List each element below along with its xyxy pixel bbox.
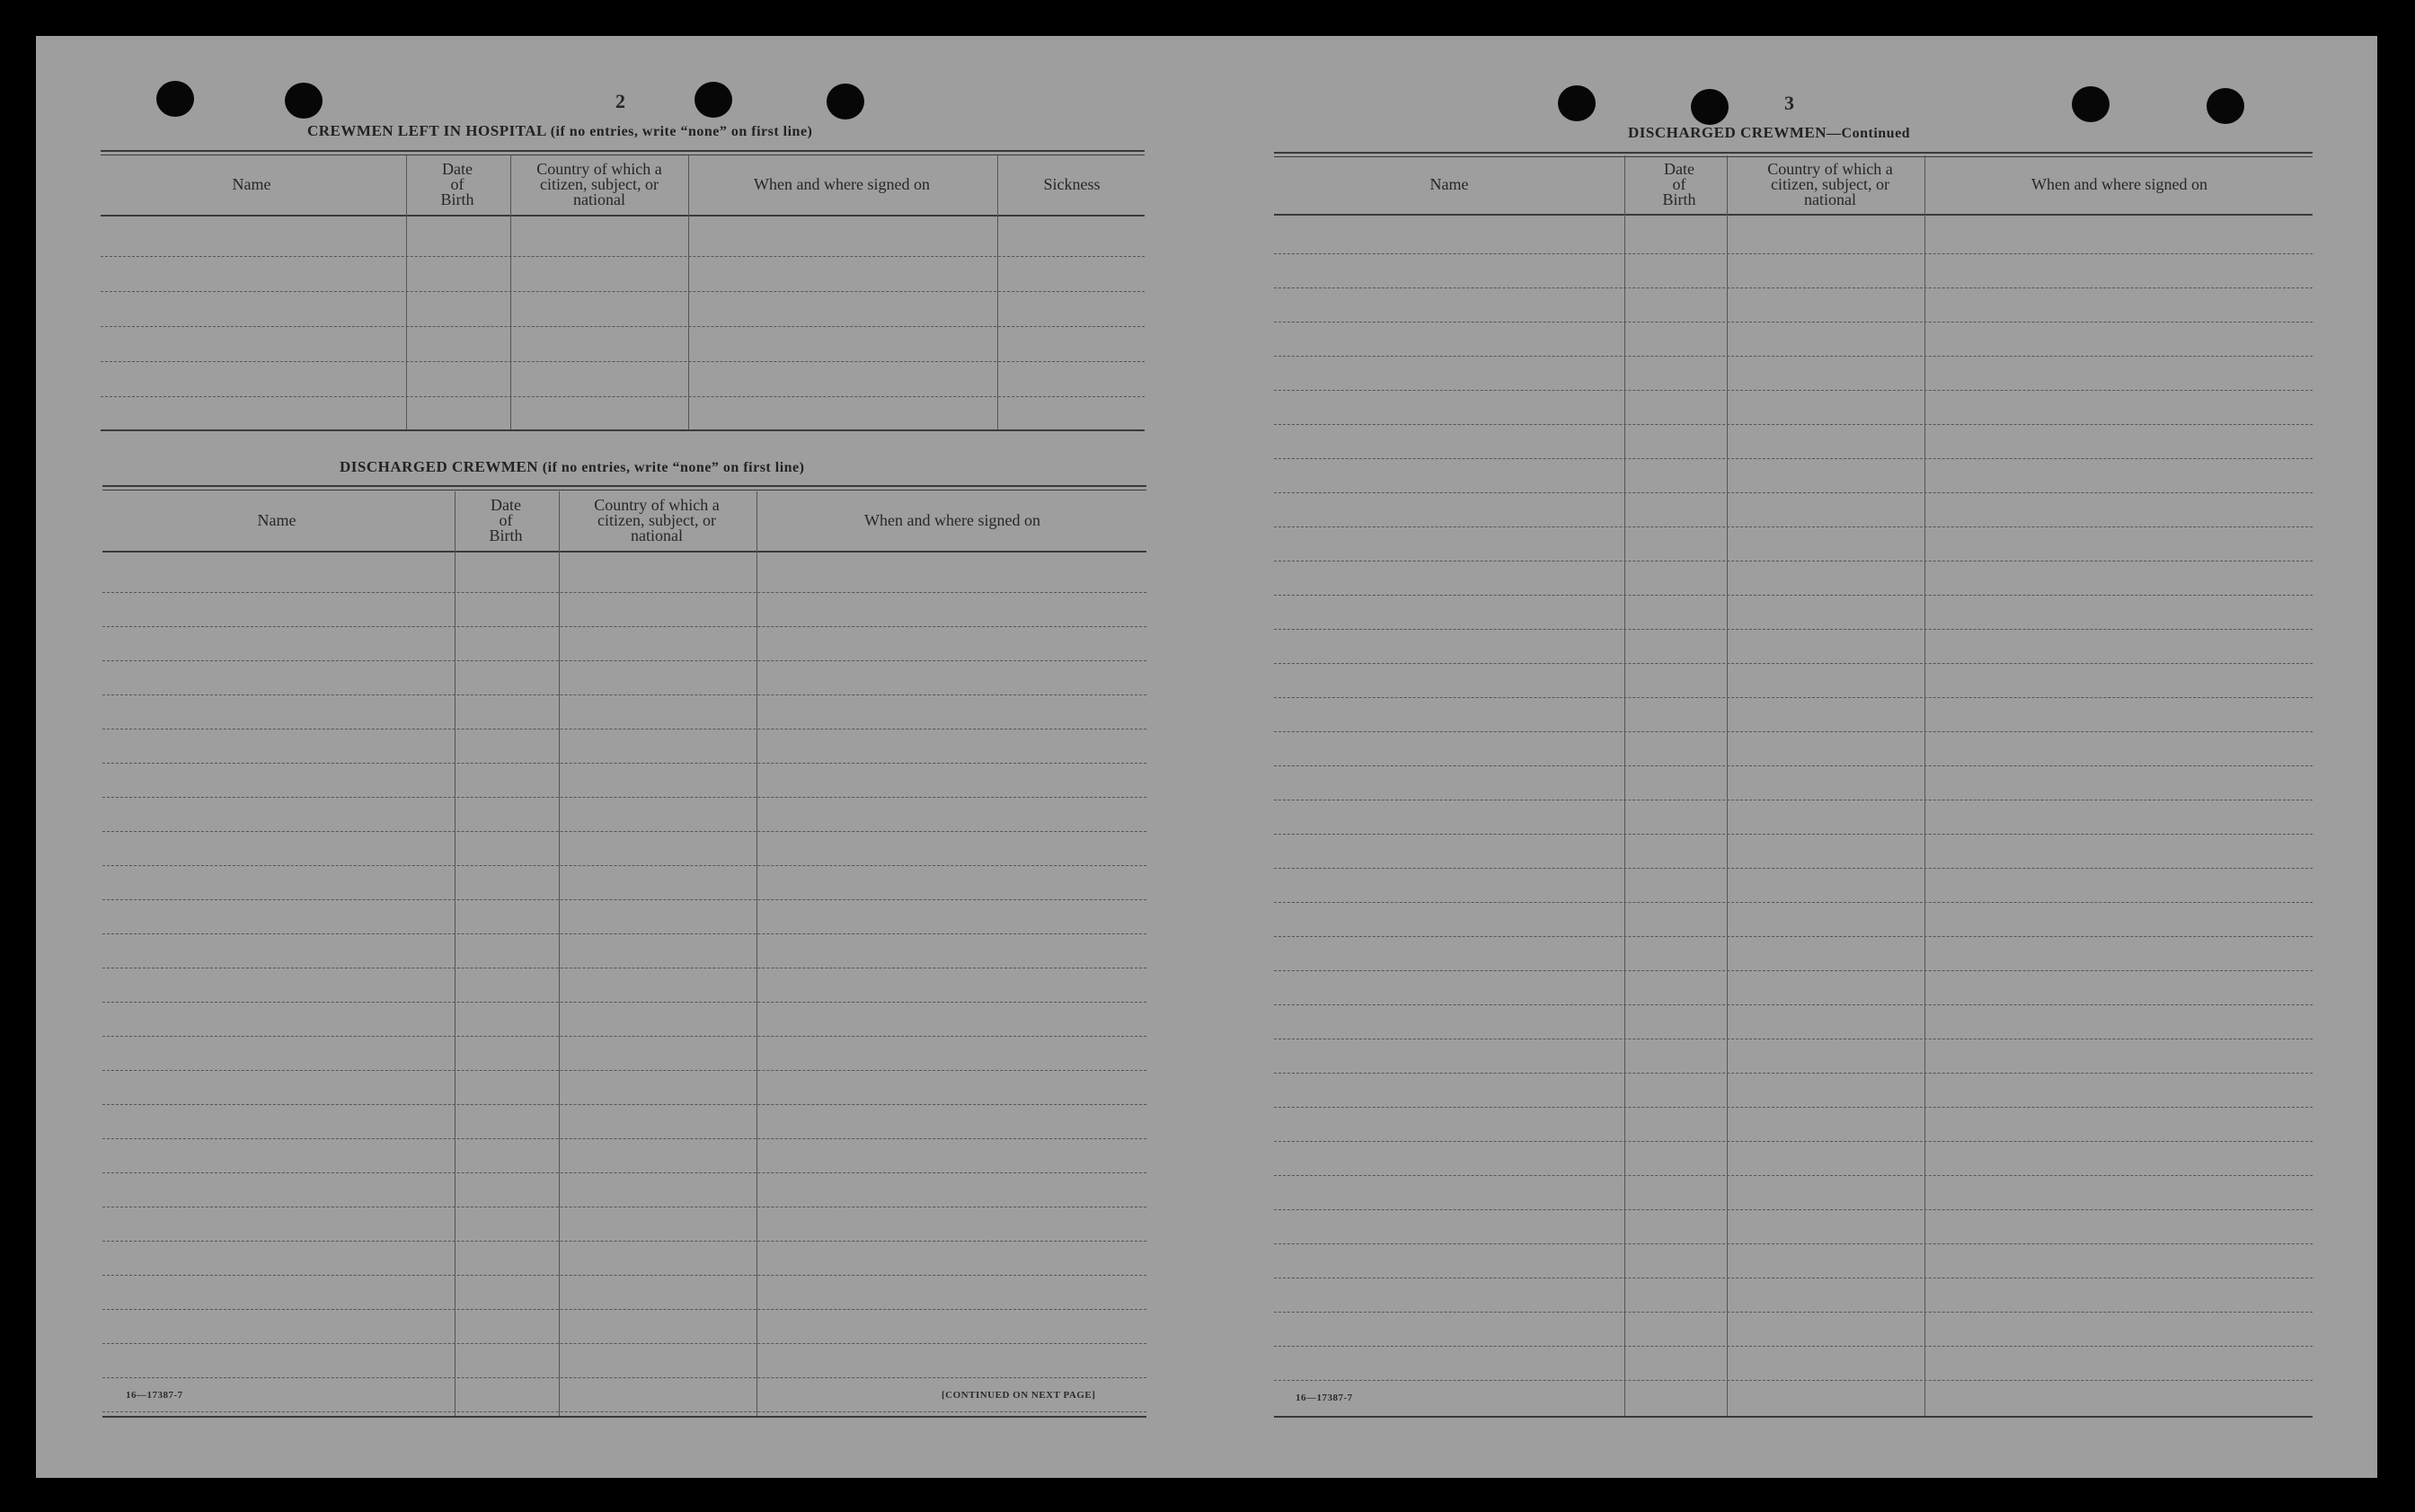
discharged-continued-title-note: —Continued (1827, 126, 1911, 141)
table-row (101, 256, 1145, 257)
table-row (1274, 492, 2313, 493)
discharged-col-country: Country of which a citizen, subject, or national (594, 495, 720, 544)
punch-hole (285, 83, 323, 119)
discharged-col-name: Name (257, 510, 296, 529)
table-row (1274, 765, 2313, 766)
table-row (102, 592, 1146, 593)
table-row (102, 660, 1146, 661)
discharged-col-date-of-birth: Date of Birth (489, 495, 523, 544)
hospital-col-signed-on: When and where signed on (754, 174, 930, 193)
table-row (102, 1241, 1146, 1242)
page-number: 3 (1784, 92, 1794, 114)
table-row (1274, 253, 2313, 254)
table-row (101, 291, 1145, 292)
continued-table-bottom-rule (1274, 1416, 2313, 1418)
table-row (1274, 731, 2313, 732)
punch-hole (2072, 86, 2110, 122)
discharged-table-top-rule (102, 485, 1146, 491)
column-divider (756, 491, 757, 1417)
column-divider (510, 155, 511, 430)
table-row (1274, 526, 2313, 527)
column-divider (455, 491, 456, 1417)
table-row (1274, 1243, 2313, 1244)
table-row (1274, 1004, 2313, 1005)
table-row (102, 1309, 1146, 1310)
column-divider (1727, 155, 1728, 1417)
punch-hole (694, 82, 732, 118)
column-divider (406, 155, 407, 430)
continued-table-header-rule (1274, 214, 2313, 216)
punch-hole (827, 84, 864, 119)
table-row (102, 1172, 1146, 1173)
column-divider (559, 491, 560, 1417)
discharged-col-signed-on: When and where signed on (864, 510, 1040, 529)
table-row (1274, 424, 2313, 425)
table-row (1274, 834, 2313, 835)
form-number: 16—17387-7 (1296, 1393, 1353, 1403)
table-row (1274, 1346, 2313, 1347)
table-row (101, 326, 1145, 327)
table-row (1274, 287, 2313, 288)
hospital-section-title (307, 122, 812, 140)
table-row (102, 1036, 1146, 1037)
table-row (102, 1138, 1146, 1139)
continued-col-date-of-birth: Date of Birth (1662, 159, 1696, 208)
table-row (1274, 458, 2313, 459)
table-row (1274, 629, 2313, 630)
table-row (102, 899, 1146, 900)
table-row (1274, 322, 2313, 323)
punch-hole (156, 81, 194, 117)
hospital-title-note: (if no entries, write “none” on first line) (550, 124, 813, 139)
discharged-continued-title (1628, 124, 1910, 142)
hospital-col-date-of-birth: Date of Birth (440, 159, 474, 208)
table-row (101, 361, 1145, 362)
discharged-table-header-rule (102, 551, 1146, 553)
table-row (1274, 1209, 2313, 1210)
table-row (102, 1002, 1146, 1003)
table-row (102, 694, 1146, 695)
table-row (1274, 1107, 2313, 1108)
hospital-table-header-rule (101, 215, 1145, 217)
hospital-col-sickness: Sickness (1043, 174, 1101, 193)
column-divider (688, 155, 689, 430)
table-row (1274, 902, 2313, 903)
table-row (102, 1104, 1146, 1105)
hospital-col-country: Country of which a citizen, subject, or national (536, 159, 662, 208)
column-divider (1924, 155, 1925, 1417)
continued-col-country: Country of which a citizen, subject, or national (1767, 159, 1893, 208)
continued-note: [CONTINUED ON NEXT PAGE] (942, 1390, 1096, 1401)
discharged-table-bottom-rule (102, 1416, 1146, 1418)
form-number: 16—17387-7 (126, 1390, 183, 1401)
table-row (102, 1343, 1146, 1344)
column-divider (997, 155, 998, 430)
punch-hole (1691, 89, 1729, 125)
hospital-title-main: CREWMEN LEFT IN HOSPITAL (307, 122, 546, 139)
table-row (102, 1275, 1146, 1276)
table-row (102, 763, 1146, 764)
discharged-continued-title-main: DISCHARGED CREWMEN (1628, 124, 1827, 141)
hospital-table-bottom-rule (101, 429, 1145, 431)
table-row (1274, 1073, 2313, 1074)
table-row (101, 396, 1145, 397)
continued-col-name: Name (1429, 174, 1469, 193)
table-row (102, 797, 1146, 798)
table-row (1274, 390, 2313, 391)
column-divider (1624, 155, 1625, 1417)
table-row (1274, 868, 2313, 869)
table-row (102, 1070, 1146, 1071)
table-row (102, 1411, 1146, 1412)
continued-col-signed-on: When and where signed on (2031, 174, 2207, 193)
document-sheet (36, 36, 2377, 1478)
table-row (102, 626, 1146, 627)
hospital-col-name: Name (232, 174, 271, 193)
table-row (1274, 1380, 2313, 1381)
table-row (102, 933, 1146, 934)
table-row (102, 1377, 1146, 1378)
table-row (1274, 663, 2313, 664)
page-number: 2 (615, 90, 625, 112)
table-row (1274, 1141, 2313, 1142)
table-row (1274, 970, 2313, 971)
table-row (1274, 1175, 2313, 1176)
punch-hole (1558, 85, 1596, 121)
table-row (102, 831, 1146, 832)
discharged-title-main: DISCHARGED CREWMEN (340, 458, 539, 475)
punch-hole (2207, 88, 2244, 124)
hospital-table-top-rule (101, 150, 1145, 155)
table-row (1274, 356, 2313, 357)
table-row (102, 865, 1146, 866)
discharged-title-note: (if no entries, write “none” on first line) (542, 460, 805, 475)
discharged-section-title (340, 458, 804, 476)
table-row (1274, 936, 2313, 937)
table-row (1274, 697, 2313, 698)
table-row (1274, 1312, 2313, 1313)
table-row (1274, 595, 2313, 596)
